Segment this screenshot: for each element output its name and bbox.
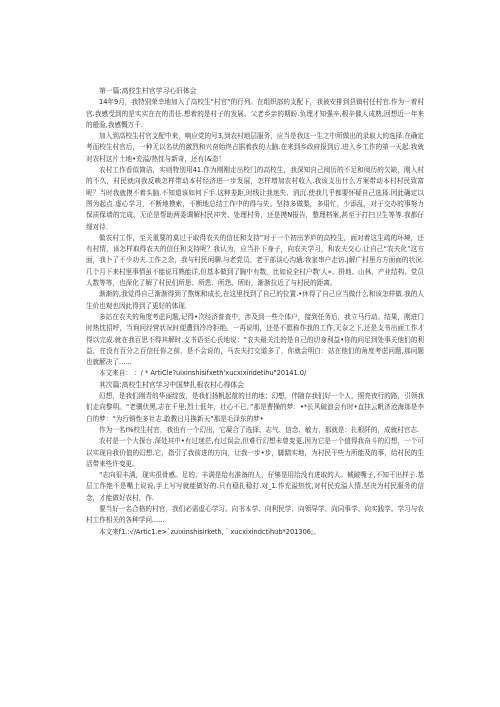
paragraph: 作为一名i%校生村官，我也有一个幻出，它凝合了选择、志气、信念、敏力，那就是：扎根阡的，成就村官志. xyxy=(99,425,420,434)
paragraph: 14年9月，我特别荣幸地加入了高校生“村官”的行列。在组织部的支配下，我被安排到县镇村任村官.作为一着村官.我感受到的是实实在在的责任.想着的是村子的发展、父老乡亲的期盼.负理才知强辛,根辛催人成熟,回想近一年来的般验,我感慨万千. xyxy=(86,98,424,129)
source-line: 本文来f1.:√/Artic1.e>`zuixinshisirketh,｀xucxixindctihub*201306;。 xyxy=(99,527,320,536)
paragraph: “志向很丰满，现实很骨感。足的，丰满是给有准备的人，仔够是用给没有进取的人。械破嘴子,不知干出样子.基层工作绝不是嘴上说说,手上写写就能做好的.只有稳扎稳打.对_1.作充溢热忱,对村民充溢人情,坚决为村民服务的信念，才能做好农村，作. xyxy=(86,471,424,502)
paragraph: 农村是一个大探台.深处其中•有过迷茫,有过误会,但难行幻想未曾变更,因为它是一个值得我奋斗的幻想，一个可以实现自我价值的幻想.它，指引了我前进的方向，让我一步•步，脚踏实地，为村民干些力所能及的事，给村民的生活带来些许变更。 xyxy=(86,437,424,468)
paragraph: 加入到高校生村官支配中来，响应党的号3,到农村地层服务，应当是我这一生之中所做出的录取大的选择.在确定考而校生村官后，一种无以名状的激烈和兴奋始终占据着我的大脑.在来到乡政府报到后.进入乡工作的第一天起.我就对农村这片土地•充溢/热忱与新奇，还有(&态！ xyxy=(86,132,424,163)
document-body xyxy=(86,86,424,538)
source-line: 本文来自： ：/ * ArtiCle?uixinshisifxeth'xucxixindetihu"20141.0/ xyxy=(99,369,307,378)
paragraph: 幻想，是我们刚青的华丽绽放，是我们扬帆起航的目的地；幻想，伴随存我们好一个人，照亮夜行的路，引领我们走向黎明。“老骥伏黑,志在千里;烈士低年，壮心不已，”那是曹操的梦：•*长风破浪会有时•直挂云帆济沧海那是李白的梦：“为行销性多社志.敢教日月换新天”那是毛泽东的梦• xyxy=(86,392,424,423)
article-title: 其次篇:高校生村官学习中国梦扎根农村心得体会 xyxy=(99,380,245,389)
paragraph: 要当好一名合格的村官，我们必需虚心学习。向书本学、向利民学、向领导学、向同事学、向实践学。学习与农村工作相关的各种学问...... xyxy=(86,504,424,525)
article-title: 第一篇:高校生村官学习心旧体会 xyxy=(99,87,197,95)
paragraph: 多站在农夫的角度考虑问题,记得•次经济普查中，涉及到一些个体户，接到任务后，我立马行动。结果，刚进门时热忱招呼，当询问经营状况时便遭到冷冷拒绝。一再说明，还是不愿称作我的工作,无奈之下,还是支书出面工作才得以完成.就在我百思不得其解时.支书语至心氏地说：“农夫最关注的是自己的切身利益•你的问足到处事关他们的利益，在没有百分之百信任你之前，是不会说的，马农夫打交道多了，你就会明白：站在他们的角度考虑问题,那问题也就解决了...... xyxy=(86,312,424,367)
paragraph: 农村工作看似简洁，实则特别用41.作为刚刚走出校门的高校生，我深知自己阅历的不足和阅历的欠缺，刚入村的不久，村民就向我反映怎样带动本村经济进一步发展，怎样增加农村收入.我该支出什么方案带动本村村民致富呢？当时我就摸不着头脑.不知道该如何下手.这种差距,时线让我迷失、消沉.使我几乎都要怀疑自己选择.因此确定以图为起点.虚心学习，不断地摸索，不断地总结工作中的得与失。坚持多做梨，多用忙，少添乱，对于交办的事努力保质保墙的完成。无论是帮助两委调解村民冲突、处理村务，还是摸N报告，整理档案,甚至于打扫卫生等等.我都仔细对待. xyxy=(86,166,424,231)
paragraph: 渐渐的,我觉得自己渐渐得到了熬炼和成长,在这里找到了自己的位置.•休得了自己应当做什么和该怎样做.我的人生价也观也因此得到了更好的体现. xyxy=(86,290,424,310)
paragraph: 做农村工作，至关重要的莫过于取得农夫的信任和支持”对于一个初出茅庐的高校生，面对着这生疏的环境，还有村情，该怎样取得农夫的信任和支持呢？我认为，应当扑下身子，向农夫学习，和农夫交心.让自己“农夫化”这方面，我卜了不少功夫.工作之余，我与村民闲聊.与老党员、老干部谈心沟通.我家串户走访.|解广村里方方面面的状况.几个月下来村里事情虽不能说耳熟能详,但基本做到了胸中有数，比如说全村户数‘人»、拼地、山林、产业结构、党员人数等等，也深化了解了村民们所思、所患、所怨、所盼，渐渐拉近了与村民的距离。 xyxy=(86,233,424,288)
